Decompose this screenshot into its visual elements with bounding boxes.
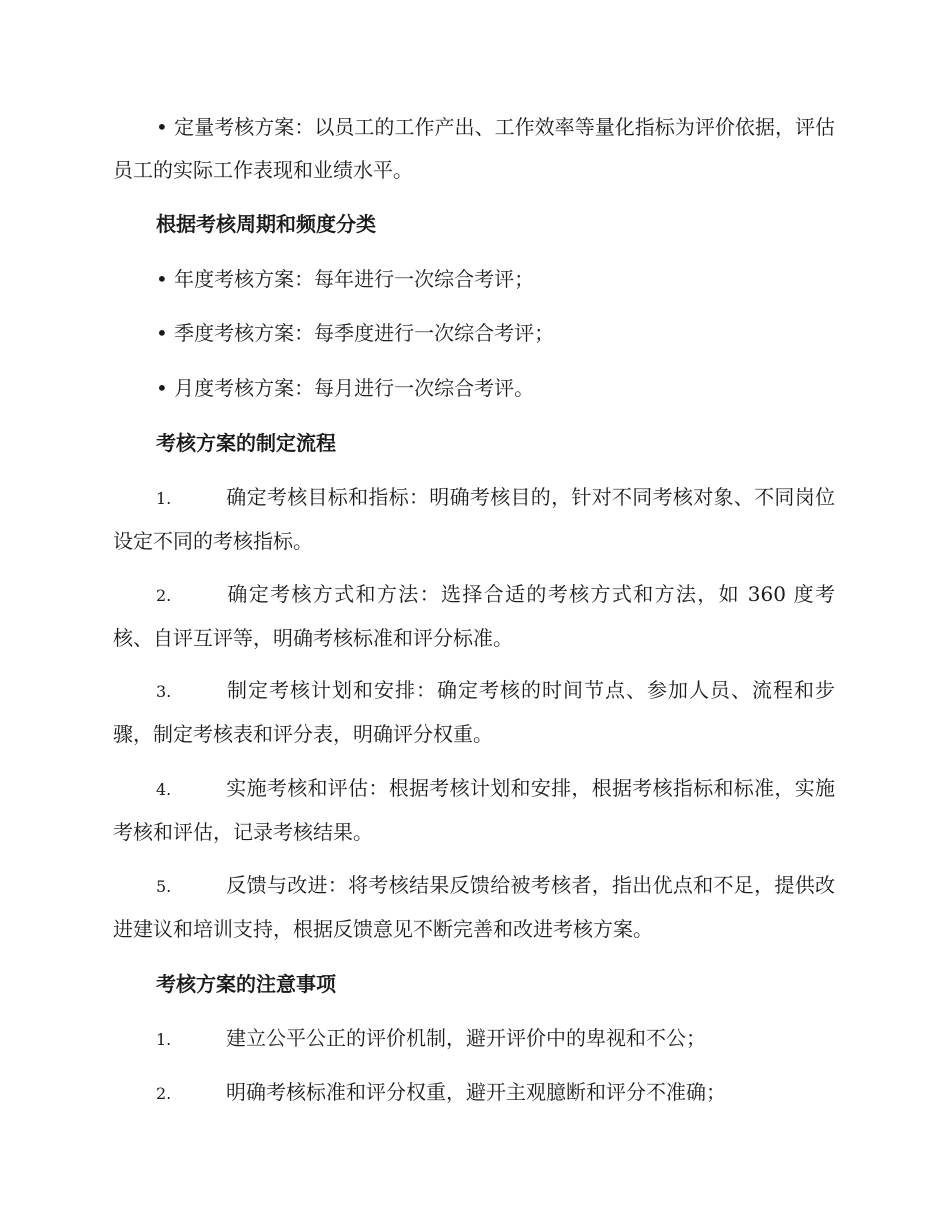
process-item-2 [113, 573, 835, 660]
bullet-annual: • 年度考核方案：每年进行一次综合考评； [156, 267, 535, 291]
list-text: 确定考核目标和指标：明确考核目的，针对不同考核对象、不同岗位设定不同的考核指标。 [113, 485, 835, 553]
list-number: 2. [156, 586, 172, 605]
bullet-quarterly: • 季度考核方案：每季度进行一次综合考评； [156, 321, 555, 345]
list-number: 3. [156, 682, 172, 701]
process-item-1 [113, 476, 835, 563]
notes-item-2 [113, 1071, 835, 1115]
list-text: 建立公平公正的评价机制，避开评价中的卑视和不公； [226, 1026, 706, 1050]
list-text: 确定考核方式和方法：选择合适的考核方式和方法，如 360 度考核、自评互评等，明确考核标准和评分标准。 [113, 582, 835, 650]
process-item-5 [113, 864, 835, 951]
bullet-monthly: • 月度考核方案：每月进行一次综合考评。 [156, 376, 535, 400]
list-number: 2. [156, 1084, 172, 1103]
process-item-4 [113, 767, 835, 854]
process-item-3 [113, 669, 835, 756]
list-number: 4. [156, 780, 172, 799]
quantitative-bullet: • 定量考核方案：以员工的工作产出、工作效率等量化指标为评价依据，评估员工的实际工作表现和业绩水平。 [113, 115, 835, 182]
list-text: 制定考核计划和安排：确定考核的时间节点、参加人员、流程和步骤，制定考核表和评分表，明确评分权重。 [113, 678, 835, 746]
section-heading-notes: 考核方案的注意事项 [156, 972, 336, 996]
list-number: 1. [156, 489, 172, 508]
section-heading-period: 根据考核周期和频度分类 [156, 212, 376, 236]
list-number: 5. [156, 877, 172, 896]
list-text: 实施考核和评估：根据考核计划和安排，根据考核指标和标准，实施考核和评估，记录考核结果。 [113, 776, 835, 844]
list-text: 明确考核标准和评分权重，避开主观臆断和评分不准确； [226, 1080, 726, 1104]
notes-item-1 [113, 1017, 835, 1061]
section-heading-process: 考核方案的制定流程 [156, 431, 336, 455]
list-number: 1. [156, 1030, 172, 1049]
list-text: 反馈与改进：将考核结果反馈给被考核者，指出优点和不足，提供改进建议和培训支持，根据反馈意见不断完善和改进考核方案。 [113, 873, 835, 941]
